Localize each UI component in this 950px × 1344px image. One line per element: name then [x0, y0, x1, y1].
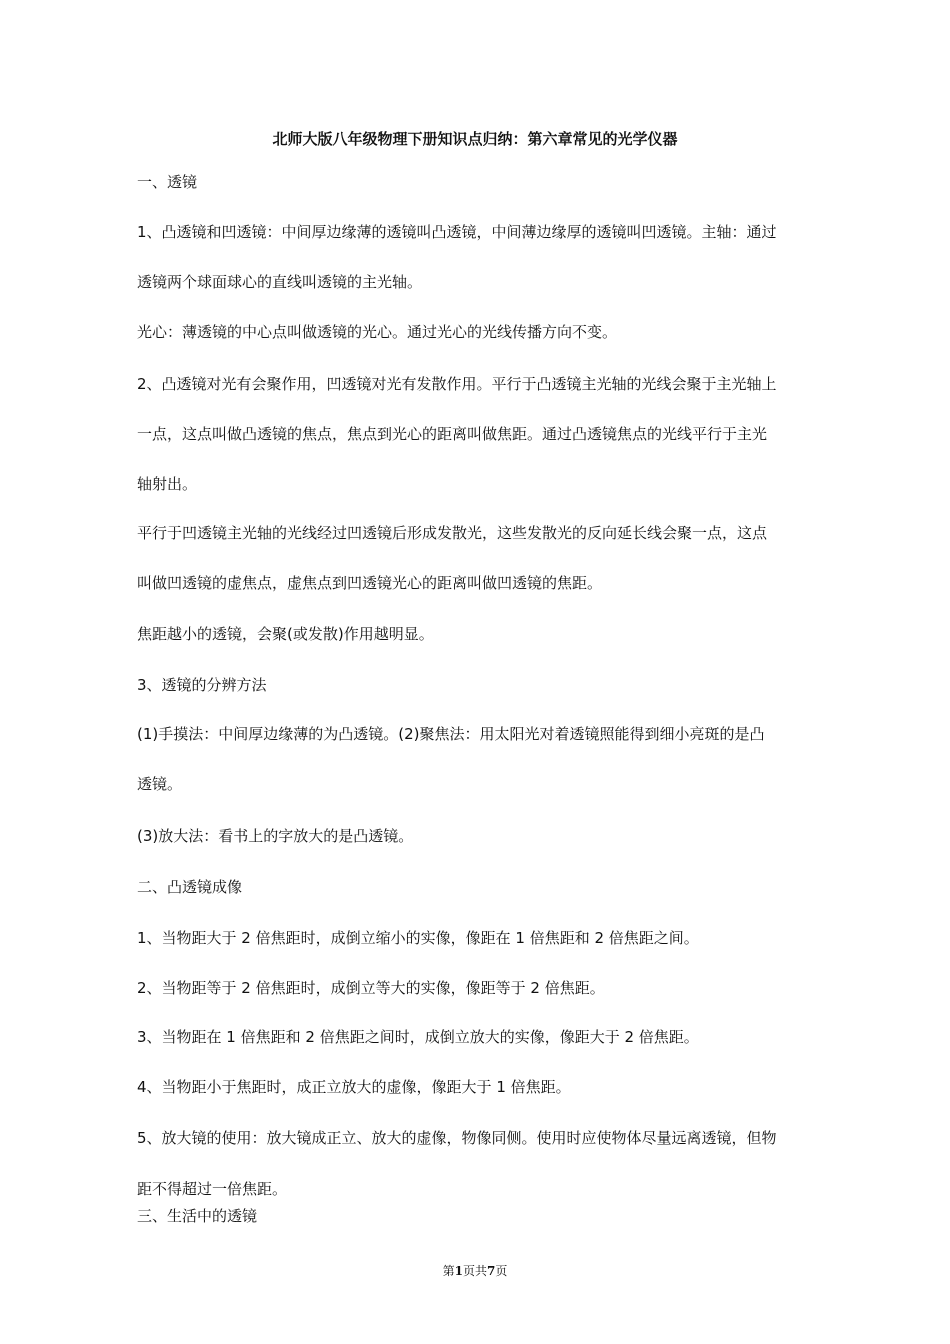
- paragraph-line: 轴射出。: [137, 475, 198, 493]
- section-heading-lens: 一、透镜: [137, 173, 198, 191]
- paragraph-line: 透镜两个球面球心的直线叫透镜的主光轴。: [137, 273, 423, 291]
- paragraph-line: 3、当物距在 1 倍焦距和 2 倍焦距之间时，成倒立放大的实像，像距大于 2 倍焦距。: [137, 1028, 699, 1046]
- paragraph-line: 距不得超过一倍焦距。: [137, 1180, 288, 1198]
- paragraph-line: 1、当物距大于 2 倍焦距时，成倒立缩小的实像，像距在 1 倍焦距和 2 倍焦距之间。: [137, 929, 699, 947]
- paragraph-line: 4、当物距小于焦距时，成正立放大的虚像，像距大于 1 倍焦距。: [137, 1078, 571, 1096]
- paragraph-line: 一点，这点叫做凸透镜的焦点，焦点到光心的距离叫做焦距。通过凸透镜焦点的光线平行于主光: [137, 425, 768, 443]
- paragraph-line: 2、当物距等于 2 倍焦距时，成倒立等大的实像，像距等于 2 倍焦距。: [137, 979, 605, 997]
- section-heading-convex-imaging: 二、凸透镜成像: [137, 878, 243, 896]
- paragraph-line: (3)放大法：看书上的字放大的是凸透镜。: [137, 827, 414, 845]
- section-heading-lenses-in-life: 三、生活中的透镜: [137, 1207, 258, 1225]
- paragraph-line: 光心：薄透镜的中心点叫做透镜的光心。通过光心的光线传播方向不变。: [137, 323, 618, 341]
- paragraph-line: 焦距越小的透镜，会聚(或发散)作用越明显。: [137, 625, 434, 643]
- subsection-heading: 3、透镜的分辨方法: [137, 676, 267, 694]
- total-pages-number: 7: [487, 1264, 496, 1278]
- paragraph-line: (1)手摸法：中间厚边缘薄的为凸透镜。(2)聚焦法：用太阳光对着透镜照能得到细小亮斑的是凸: [137, 725, 765, 743]
- document-title: 北师大版八年级物理下册知识点归纳：第六章常见的光学仪器: [272, 130, 678, 148]
- page-footer: [0, 1262, 950, 1280]
- paragraph-line: 5、放大镜的使用：放大镜成正立、放大的虚像，物像同侧。使用时应使物体尽量远离透镜，但物: [137, 1129, 777, 1147]
- current-page-number: 1: [454, 1264, 463, 1278]
- paragraph-line: 1、凸透镜和凹透镜：中间厚边缘薄的透镜叫凸透镜，中间薄边缘厚的透镜叫凹透镜。主轴：通过: [137, 223, 777, 241]
- footer-prefix: 第: [442, 1264, 455, 1278]
- footer-middle: 页共: [462, 1264, 487, 1278]
- paragraph-line: 平行于凹透镜主光轴的光线经过凹透镜后形成发散光，这些发散光的反向延长线会聚一点，这点: [137, 524, 768, 542]
- paragraph-line: 透镜。: [137, 775, 183, 793]
- footer-suffix: 页: [495, 1264, 508, 1278]
- paragraph-line: 2、凸透镜对光有会聚作用，凹透镜对光有发散作用。平行于凸透镜主光轴的光线会聚于主光轴上: [137, 375, 777, 393]
- paragraph-line: 叫做凹透镜的虚焦点，虚焦点到凹透镜光心的距离叫做凹透镜的焦距。: [137, 574, 603, 592]
